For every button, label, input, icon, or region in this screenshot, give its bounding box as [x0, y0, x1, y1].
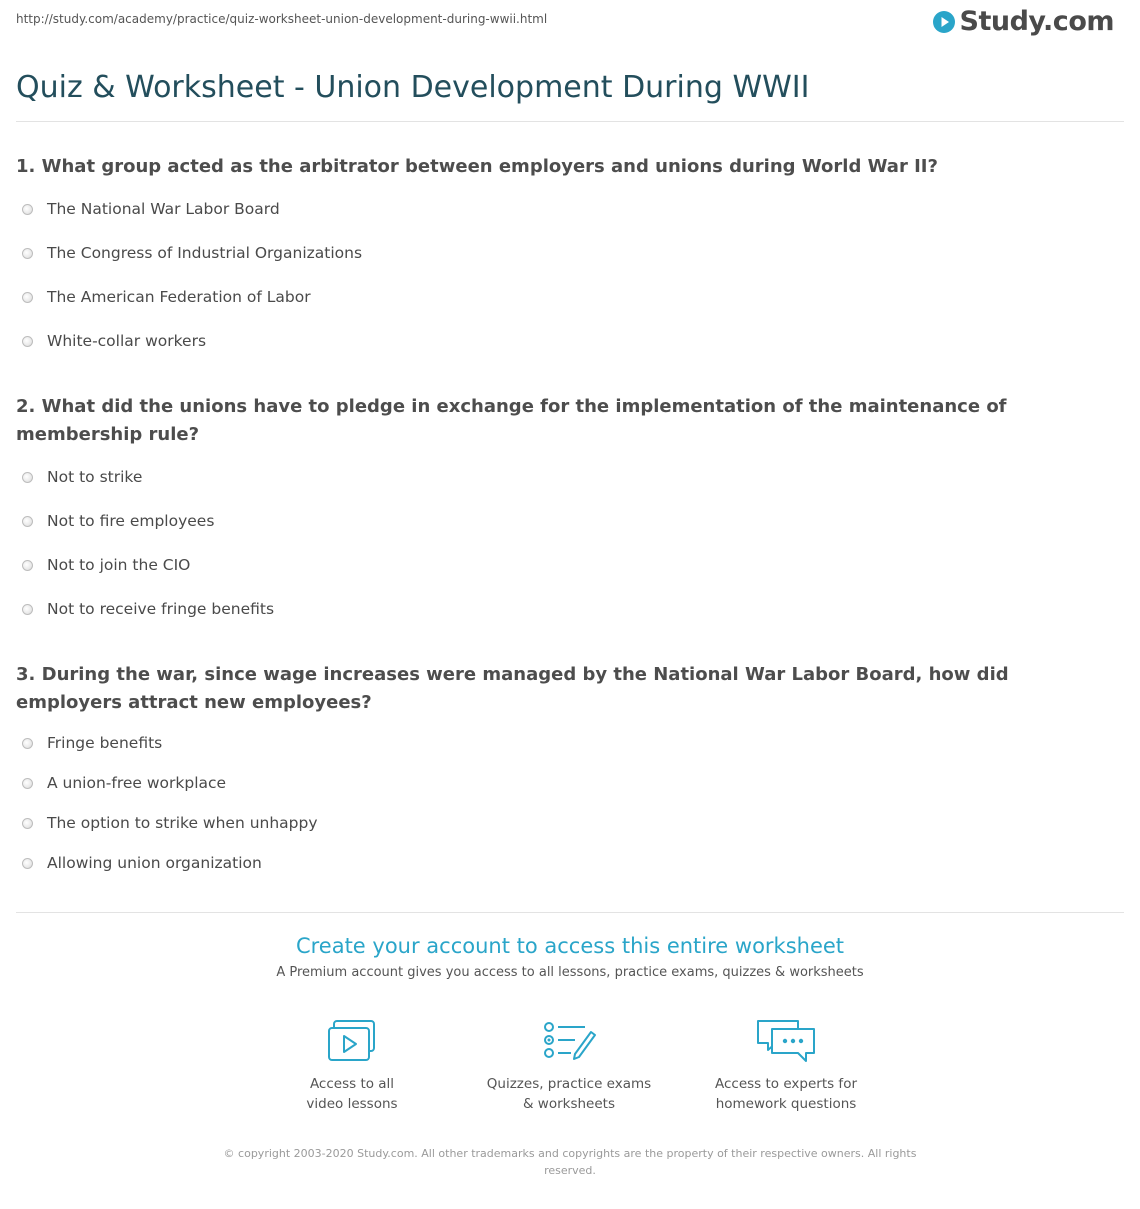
answer-label: White-collar workers	[47, 332, 207, 350]
answer-option[interactable]	[22, 332, 206, 350]
study-logo[interactable]	[932, 6, 1114, 37]
answer-label: The option to strike when unhappy	[47, 814, 318, 832]
answer-label: Not to join the CIO	[47, 556, 191, 574]
answer-label: Fringe benefits	[47, 734, 163, 752]
answer-option[interactable]	[22, 600, 274, 618]
radio-button[interactable]	[22, 516, 33, 527]
radio-button[interactable]	[22, 858, 33, 869]
feature-label-line2: video lessons	[306, 1096, 398, 1112]
question-2: 2. What did the unions have to pledge in exchange for the implementation of the maintenance of membership rule?	[16, 396, 1007, 445]
video-lessons-icon	[326, 1018, 378, 1064]
feature-label-line1: Access to experts for	[714, 1076, 857, 1092]
feature-label-line2: homework questions	[715, 1096, 857, 1112]
feature-experts	[691, 1018, 881, 1114]
feature-label-line1: Quizzes, practice exams	[486, 1076, 652, 1092]
divider	[16, 912, 1124, 913]
feature-label-line1: Access to all	[309, 1076, 395, 1092]
answer-label: Not to strike	[47, 468, 143, 486]
radio-button[interactable]	[22, 818, 33, 829]
question-3: 3. During the war, since wage increases were managed by the National War Labor Board, how did employers attract new employees?	[16, 664, 1009, 713]
premium-description: A Premium account gives you access to all lessons, practice exams, quizzes & worksheets	[276, 965, 864, 980]
answer-option[interactable]	[22, 200, 280, 218]
answer-label: The Congress of Industrial Organizations	[47, 244, 363, 262]
answer-option[interactable]	[22, 288, 311, 306]
answer-option[interactable]	[22, 556, 190, 574]
answer-option[interactable]	[22, 814, 318, 832]
radio-button[interactable]	[22, 604, 33, 615]
quiz-checklist-icon	[541, 1018, 597, 1064]
answer-label: The American Federation of Labor	[47, 288, 311, 306]
answer-label: The National War Labor Board	[47, 200, 280, 218]
logo-text: Study.com	[959, 6, 1114, 37]
play-circle-icon	[932, 10, 956, 34]
feature-video-lessons	[257, 1018, 447, 1114]
radio-button[interactable]	[22, 778, 33, 789]
chat-bubbles-icon	[754, 1018, 818, 1064]
radio-button[interactable]	[22, 204, 33, 215]
feature-quizzes	[474, 1018, 664, 1114]
page-title: Quiz & Worksheet - Union Development During WWII	[16, 70, 810, 105]
page-url: http://study.com/academy/practice/quiz-worksheet-union-development-during-wwii.html	[16, 12, 548, 26]
answer-option[interactable]	[22, 244, 362, 262]
radio-button[interactable]	[22, 560, 33, 571]
answer-option[interactable]	[22, 854, 262, 872]
answer-option[interactable]	[22, 512, 214, 530]
radio-button[interactable]	[22, 248, 33, 259]
answer-option[interactable]	[22, 734, 162, 752]
radio-button[interactable]	[22, 472, 33, 483]
answer-label: A union-free workplace	[47, 774, 227, 792]
question-1: 1. What group acted as the arbitrator between employers and unions during World War II?	[16, 156, 938, 177]
radio-button[interactable]	[22, 336, 33, 347]
feature-label-line2: & worksheets	[522, 1096, 615, 1112]
divider	[16, 121, 1124, 122]
answer-label: Not to fire employees	[47, 512, 215, 530]
create-account-link[interactable]: Create your account to access this entire worksheet	[295, 934, 845, 958]
answer-option[interactable]	[22, 468, 142, 486]
answer-label: Allowing union organization	[47, 854, 262, 872]
answer-option[interactable]	[22, 774, 226, 792]
copyright-notice: © copyright 2003-2020 Study.com. All other trademarks and copyrights are the property of their respective owners. All rights reserved.	[223, 1147, 917, 1177]
radio-button[interactable]	[22, 738, 33, 749]
answer-label: Not to receive fringe benefits	[47, 600, 275, 618]
radio-button[interactable]	[22, 292, 33, 303]
